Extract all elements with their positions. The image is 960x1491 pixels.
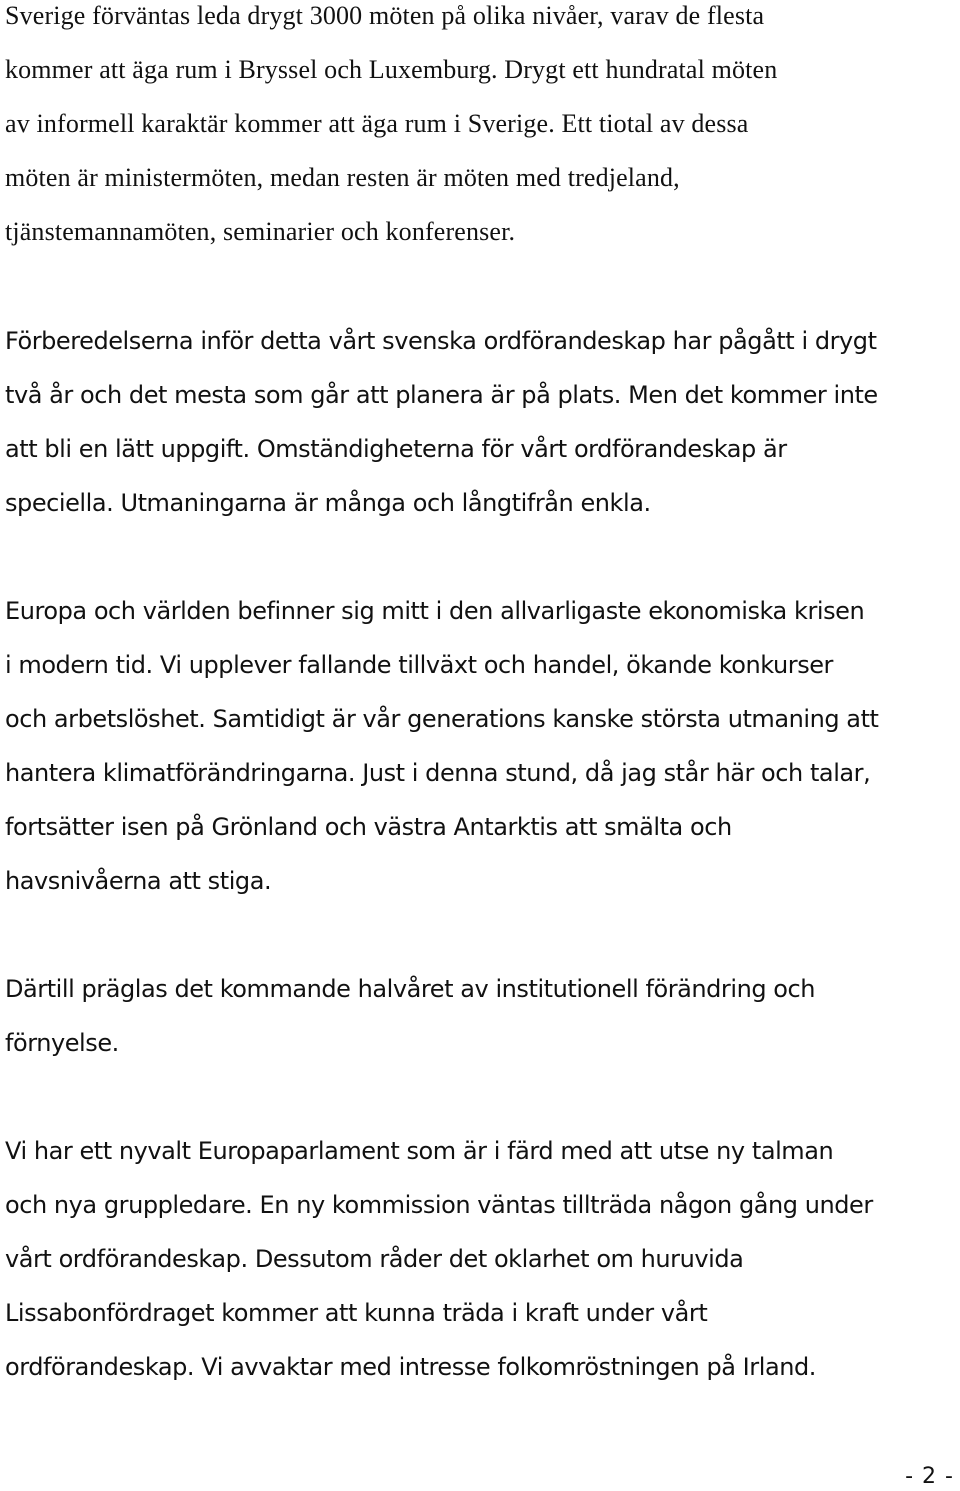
text-line: och arbetslöshet. Samtidigt är vår generations kanske största utmaning att [5,705,879,733]
text-line: tjänstemannamöten, seminarier och konferenser. [5,217,516,246]
text-line: havsnivåerna att stiga. [5,867,272,895]
text-line: kommer att äga rum i Bryssel och Luxemburg. Drygt ett hundratal möten [5,55,778,84]
paragraph-preparations [5,314,878,530]
text-line: Vi har ett nyvalt Europaparlament som är i färd med att utse ny talman [5,1137,834,1165]
text-line: att bli en lätt uppgift. Omständigheterna för vårt ordförandeskap är [5,435,787,463]
paragraph-meetings [5,0,777,259]
text-line: Europa och världen befinner sig mitt i den allvarligaste ekonomiska krisen [5,597,865,625]
text-line: ordförandeskap. Vi avvaktar med intresse folkomröstningen på Irland. [5,1353,816,1381]
text-line: hantera klimatförändringarna. Just i denna stund, då jag står här och talar, [5,759,871,787]
paragraph-economic-crisis [5,584,879,908]
text-line: i modern tid. Vi upplever fallande tillväxt och handel, ökande konkurser [5,651,833,679]
text-line: av informell karaktär kommer att äga rum i Sverige. Ett tiotal av dessa [5,109,749,138]
text-line: Förberedelserna inför detta vårt svenska ordförandeskap har pågått i drygt [5,327,877,355]
text-line: förnyelse. [5,1029,119,1057]
paragraph-parliament [5,1124,873,1394]
text-line: möten är ministermöten, medan resten är möten med tredjeland, [5,163,680,192]
text-line: vårt ordförandeskap. Dessutom råder det oklarhet om huruvida [5,1245,744,1273]
text-line: speciella. Utmaningarna är många och långtifrån enkla. [5,489,651,517]
text-line: Därtill präglas det kommande halvåret av institutionell förändring och [5,975,816,1003]
text-line: Lissabonfördraget kommer att kunna träda i kraft under vårt [5,1299,708,1327]
text-line: Sverige förväntas leda drygt 3000 möten på olika nivåer, varav de flesta [5,1,765,30]
text-line: fortsätter isen på Grönland och västra Antarktis att smälta och [5,813,732,841]
text-line: två år och det mesta som går att planera är på plats. Men det kommer inte [5,381,878,409]
paragraph-institutional-change [5,962,815,1070]
page-number: - 2 - [905,1464,954,1489]
text-line: och nya gruppledare. En ny kommission väntas tillträda någon gång under [5,1191,873,1219]
